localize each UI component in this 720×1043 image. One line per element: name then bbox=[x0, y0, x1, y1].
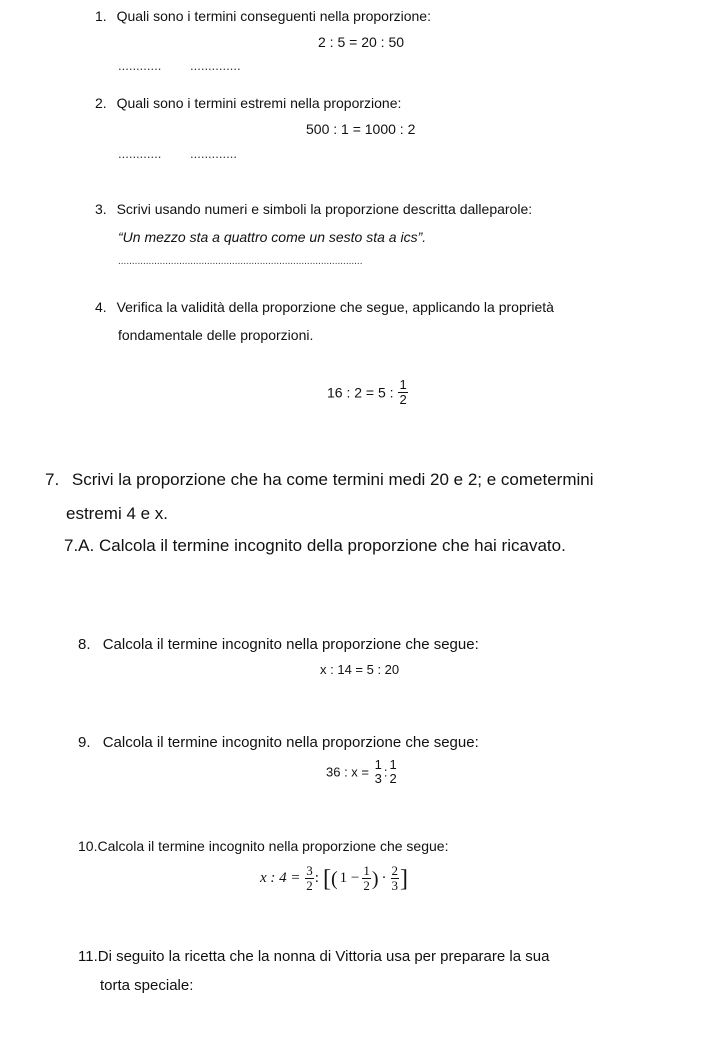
question-text: Scrivi usando numeri e simboli la proporzione descritta dalleparole: bbox=[116, 201, 533, 217]
fraction-numerator: 1 bbox=[399, 377, 407, 392]
fraction-denominator: 2 bbox=[363, 878, 370, 893]
proportion-equation bbox=[326, 758, 399, 786]
left-bracket: [ bbox=[322, 865, 331, 892]
question-text-continued: torta speciale: bbox=[100, 977, 194, 994]
question-7 bbox=[45, 470, 594, 490]
fraction-denominator: 2 bbox=[306, 878, 313, 893]
answer-blank: ............ bbox=[118, 146, 162, 161]
question-8 bbox=[78, 636, 479, 653]
fraction-denominator: 2 bbox=[399, 392, 407, 407]
multiply-dot: · bbox=[381, 870, 387, 886]
fraction bbox=[391, 864, 400, 893]
question-text: Di seguito la ricetta che la nonna di Vittoria usa per preparare la sua bbox=[97, 948, 550, 965]
answer-blank: ........................................................................................ bbox=[118, 256, 363, 267]
proportion-equation: 2 : 5 = 20 : 50 bbox=[318, 34, 405, 50]
question-text: Verifica la validità della proporzione che segue, applicando la proprietà bbox=[116, 299, 554, 315]
proportion-equation: 500 : 1 = 1000 : 2 bbox=[306, 121, 416, 137]
colon: : bbox=[383, 764, 388, 780]
fraction-numerator: 2 bbox=[391, 863, 399, 878]
fraction bbox=[362, 864, 371, 893]
fraction-numerator: 1 bbox=[374, 757, 382, 772]
right-paren: ) bbox=[371, 867, 379, 890]
question-number: 9. bbox=[78, 734, 91, 751]
fraction bbox=[398, 378, 407, 407]
fraction bbox=[305, 864, 314, 893]
question-1 bbox=[95, 8, 431, 24]
fraction-numerator: 1 bbox=[363, 863, 370, 878]
question-number: 3. bbox=[95, 201, 107, 217]
subquestion-text: Calcola il termine incognito della proporzione che hai ricavato. bbox=[98, 536, 566, 555]
question-text: Calcola il termine incognito nella proporzione che segue: bbox=[102, 636, 479, 653]
subquestion-number: 7.A. bbox=[64, 536, 95, 555]
equation-left: 36 : x = bbox=[326, 764, 369, 780]
question-number: 10. bbox=[78, 838, 98, 854]
quoted-sentence: “Un mezzo sta a quattro come un sesto sta a ics”. bbox=[118, 229, 427, 245]
right-bracket: ] bbox=[400, 865, 409, 892]
question-number: 4. bbox=[95, 299, 107, 315]
question-text-continued: fondamentale delle proporzioni. bbox=[118, 327, 314, 343]
question-7a bbox=[64, 536, 566, 556]
question-4 bbox=[95, 299, 554, 315]
equation-left: 16 : 2 = 5 : bbox=[327, 384, 394, 401]
question-number: 7. bbox=[45, 470, 60, 489]
question-10 bbox=[78, 838, 448, 854]
question-11 bbox=[78, 948, 549, 965]
question-9 bbox=[78, 734, 479, 751]
equation-left: x : 4 = bbox=[260, 870, 301, 886]
left-paren: ( bbox=[330, 867, 338, 890]
fraction bbox=[388, 758, 397, 786]
question-text: Calcola il termine incognito nella proporzione che segue: bbox=[102, 734, 479, 751]
fraction-denominator: 2 bbox=[389, 771, 397, 786]
answer-blank: ............. bbox=[190, 146, 237, 161]
colon: : bbox=[314, 870, 319, 886]
question-2 bbox=[95, 95, 401, 111]
fraction-numerator: 3 bbox=[306, 863, 313, 878]
question-text: Calcola il termine incognito nella proporzione che segue: bbox=[97, 838, 449, 854]
question-3 bbox=[95, 201, 532, 217]
answer-blank: ............ bbox=[118, 58, 162, 73]
answer-blank: .............. bbox=[190, 58, 241, 73]
proportion-equation bbox=[260, 864, 408, 893]
question-text: Quali sono i termini estremi nella proporzione: bbox=[116, 95, 402, 111]
question-text-continued: estremi 4 e x. bbox=[66, 504, 169, 523]
question-number: 2. bbox=[95, 95, 107, 111]
proportion-equation: x : 14 = 5 : 20 bbox=[320, 662, 400, 677]
question-text: Quali sono i termini conseguenti nella proporzione: bbox=[116, 8, 431, 24]
question-number: 1. bbox=[95, 8, 107, 24]
fraction-denominator: 3 bbox=[391, 878, 399, 893]
fraction-numerator: 1 bbox=[389, 757, 397, 772]
fraction bbox=[374, 758, 383, 786]
question-number: 8. bbox=[78, 636, 91, 653]
one-minus: 1 − bbox=[339, 870, 360, 886]
question-number: 11. bbox=[78, 948, 98, 965]
proportion-equation bbox=[327, 378, 409, 407]
question-text: Scrivi la proporzione che ha come termini medi 20 e 2; e cometermini bbox=[71, 470, 594, 489]
fraction-denominator: 3 bbox=[374, 771, 382, 786]
